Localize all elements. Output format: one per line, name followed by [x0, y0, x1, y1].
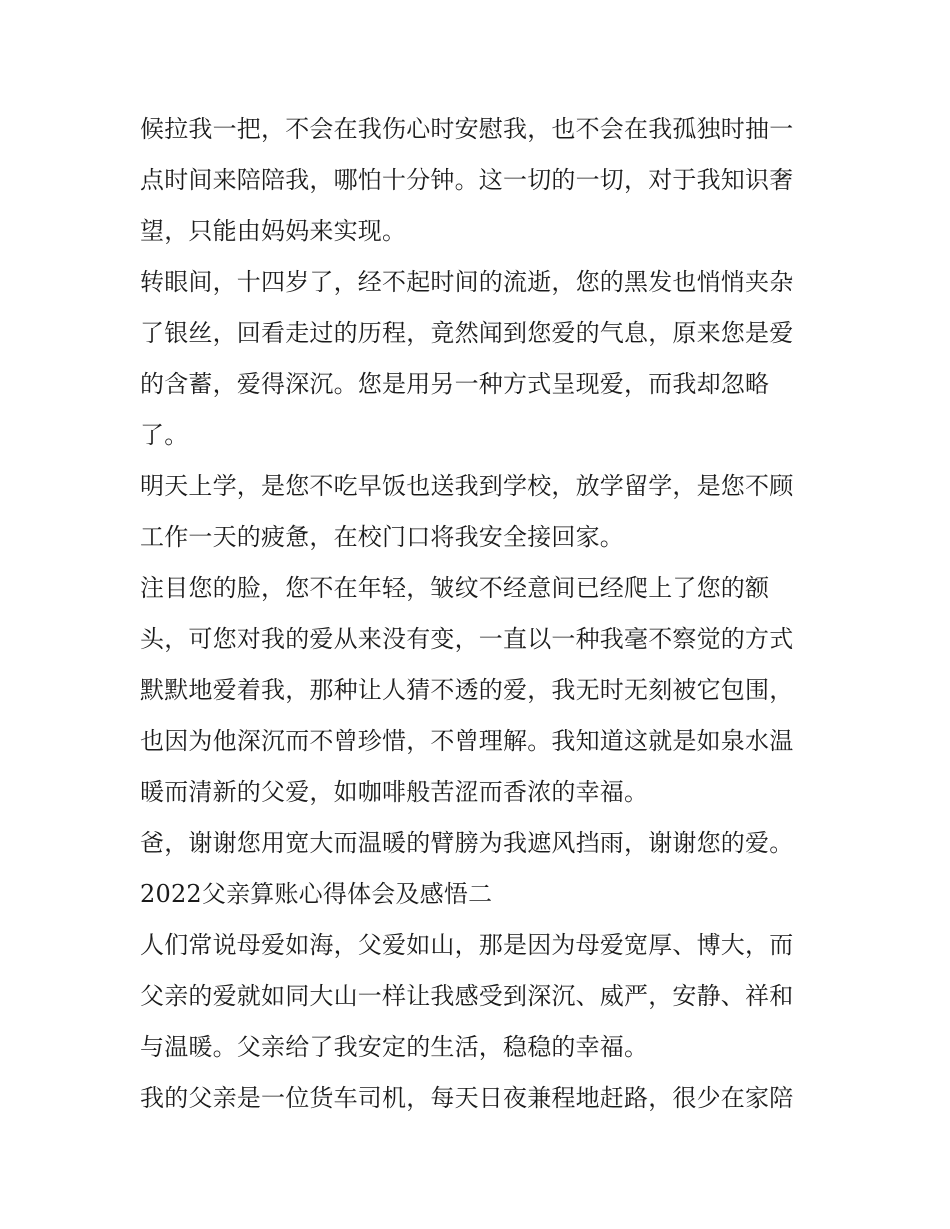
- text-line: 也因为他深沉而不曾珍惜，不曾理解。我知道这就是如泉水温: [140, 727, 794, 755]
- text-line: 爸，谢谢您用宽大而温暖的臂膀为我遮风挡雨，谢谢您的爱。: [140, 829, 794, 857]
- text-line: 工作一天的疲惫，在校门口将我安全接回家。: [140, 523, 624, 551]
- text-line: 了。: [140, 421, 189, 449]
- text-line: 转眼间，十四岁了，经不起时间的流逝，您的黑发也悄悄夹杂: [140, 268, 794, 296]
- text-line: 了银丝，回看走过的历程，竟然闻到您爱的气息，原来您是爱: [140, 319, 794, 347]
- document-page: [140, 104, 820, 1124]
- text-line: 我的父亲是一位货车司机，每天日夜兼程地赶路，很少在家陪: [140, 1084, 794, 1112]
- text-line: 注目您的脸，您不在年轻，皱纹不经意间已经爬上了您的额: [140, 574, 770, 602]
- section-heading: 2022父亲算账心得体会及感悟二: [140, 880, 493, 908]
- text-line: 候拉我一把，不会在我伤心时安慰我，也不会在我孤独时抽一: [140, 115, 794, 143]
- text-line: 点时间来陪陪我，哪怕十分钟。这一切的一切，对于我知识奢: [140, 166, 794, 194]
- text-line: 与温暖。父亲给了我安定的生活，稳稳的幸福。: [140, 1033, 649, 1061]
- text-line: 头，可您对我的爱从来没有变，一直以一种我毫不察觉的方式: [140, 625, 794, 653]
- text-line: 明天上学，是您不吃早饭也送我到学校，放学留学，是您不顾: [140, 472, 794, 500]
- text-line: 父亲的爱就如同大山一样让我感受到深沉、威严，安静、祥和: [140, 982, 794, 1010]
- text-line: 人们常说母爱如海，父爱如山，那是因为母爱宽厚、博大，而: [140, 931, 794, 959]
- text-line: 默默地爱着我，那种让人猜不透的爱，我无时无刻被它包围，: [140, 676, 794, 704]
- text-line: 望，只能由妈妈来实现。: [140, 217, 407, 245]
- text-line: 的含蓄，爱得深沉。您是用另一种方式呈现爱，而我却忽略: [140, 370, 770, 398]
- text-line: 暖而清新的父爱，如咖啡般苦涩而香浓的幸福。: [140, 778, 649, 806]
